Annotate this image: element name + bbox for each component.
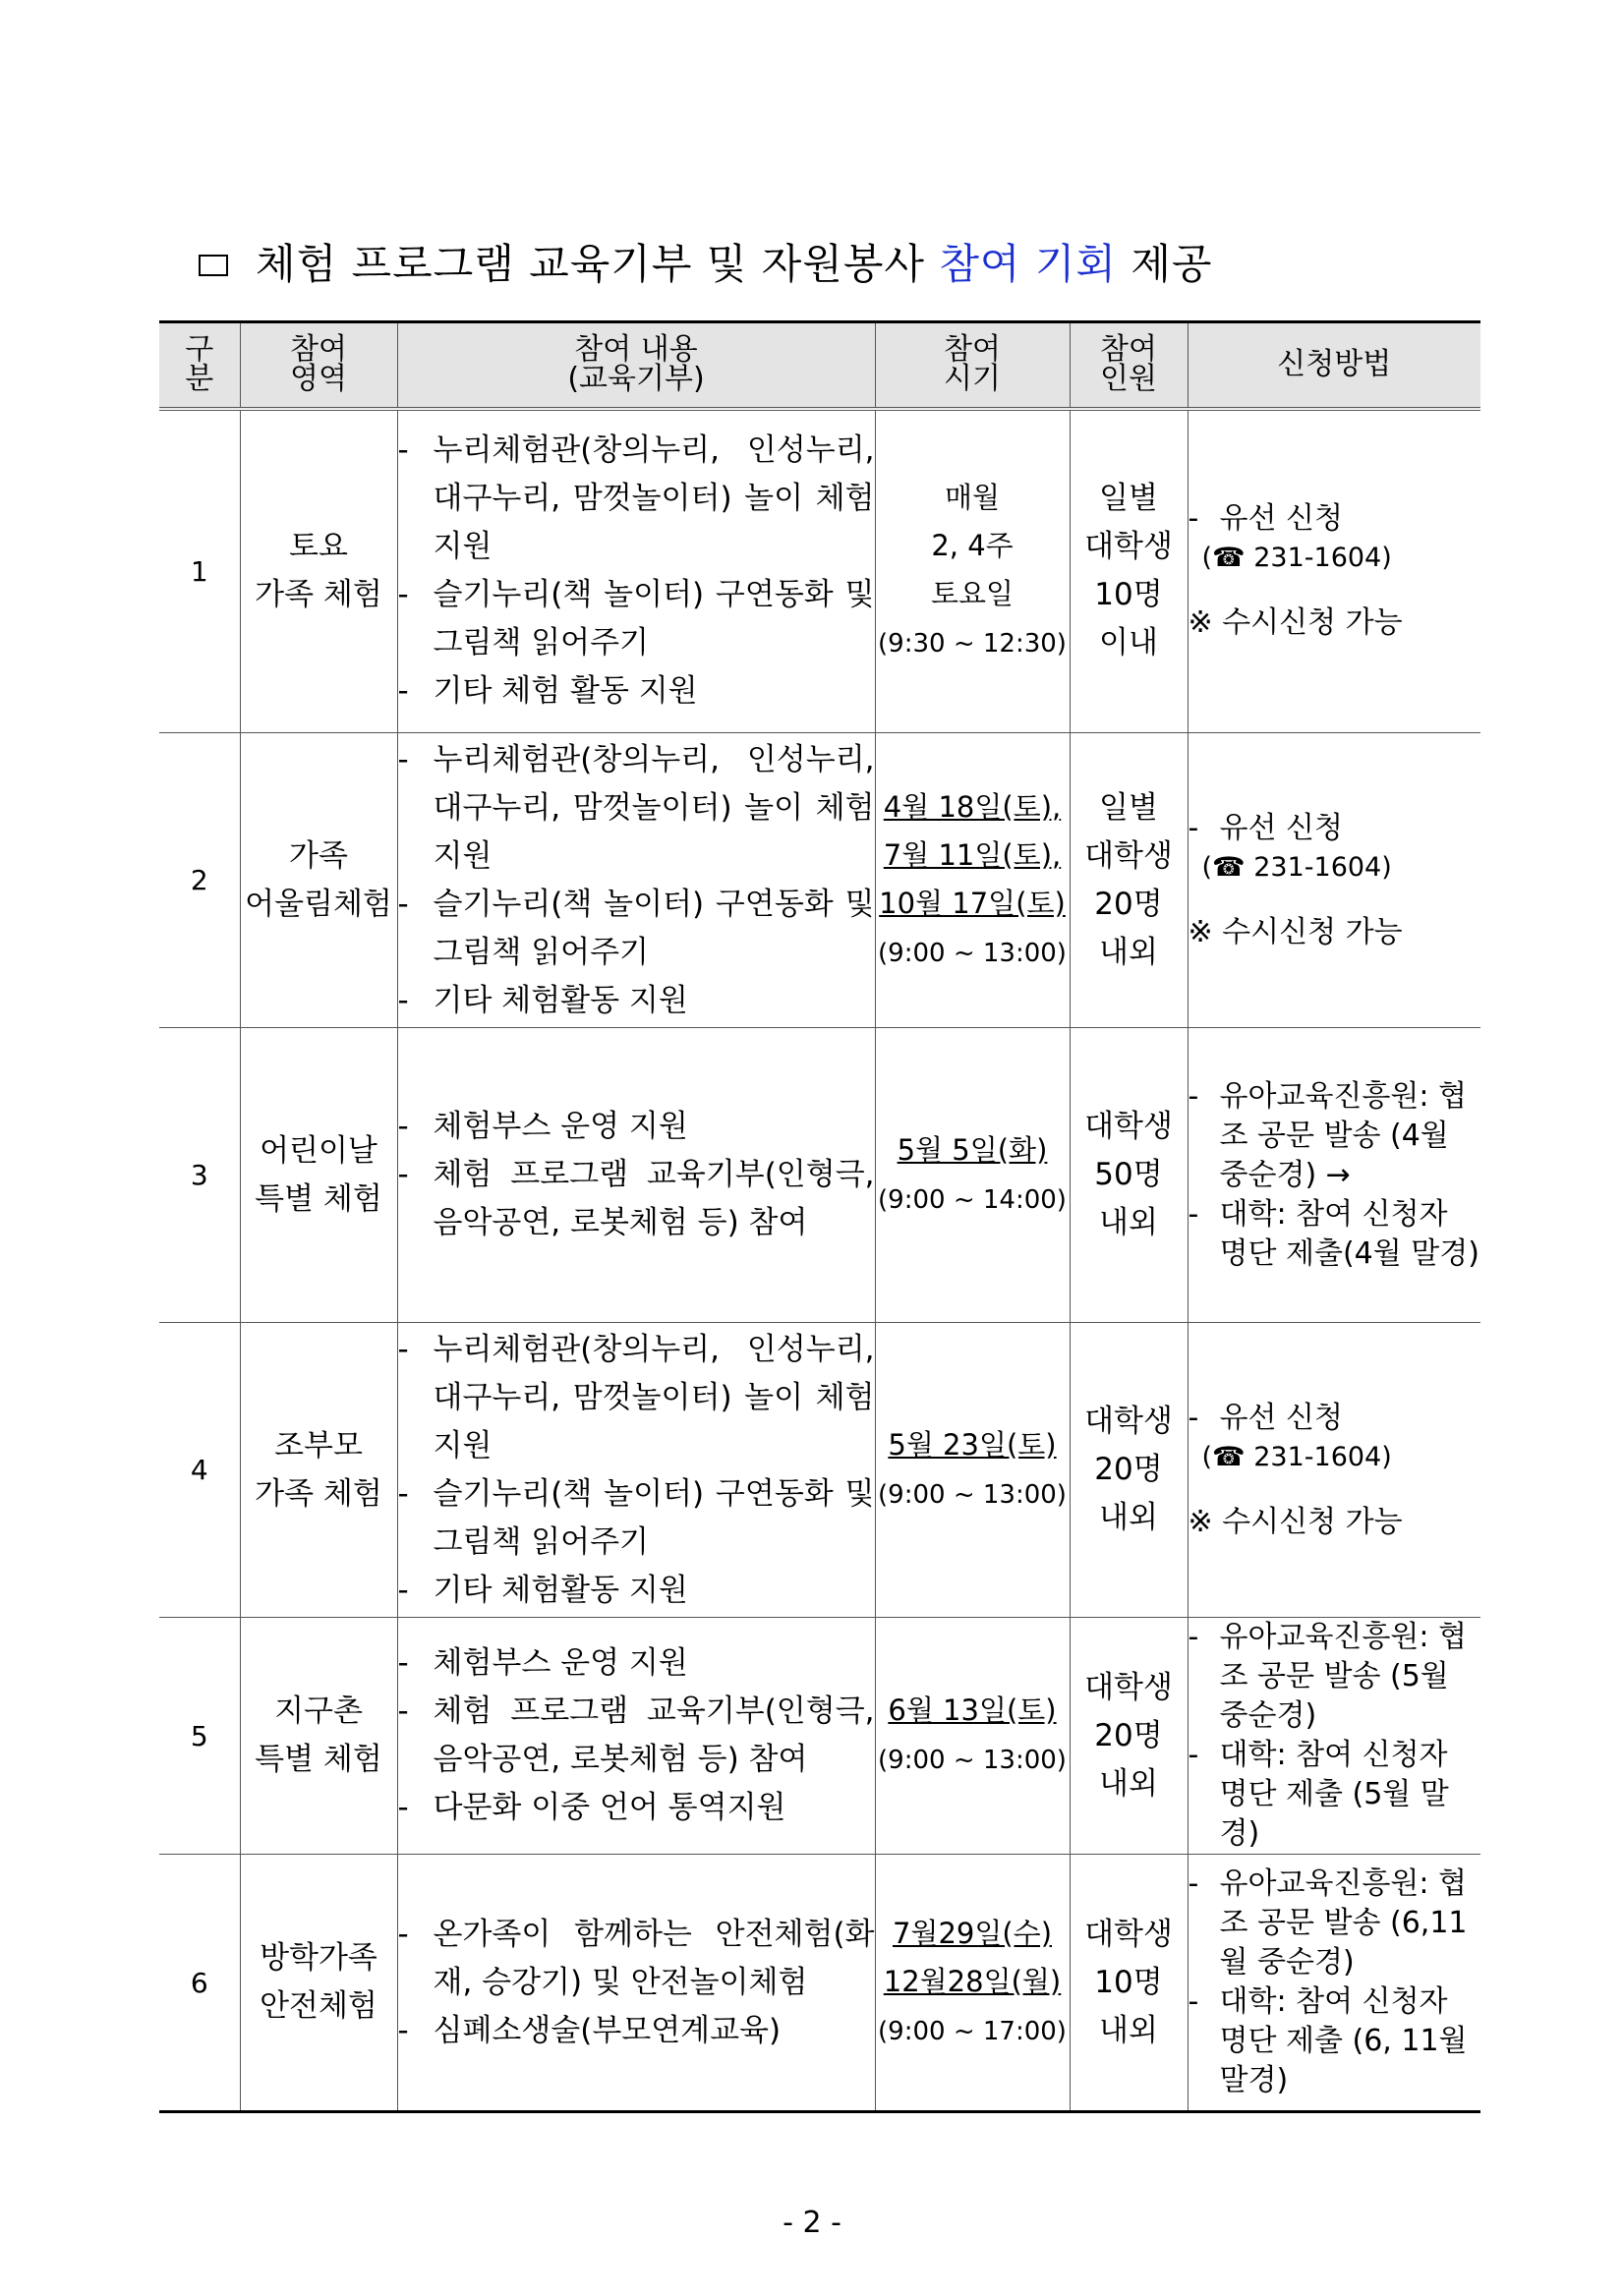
list-item: - 누리체험관(창의누리, 인성누리, 대구누리, 맘껏놀이터) 놀이 체험 지원 — [397, 432, 875, 565]
heading-tail: 제공 — [1131, 240, 1213, 288]
row-people: 일별 대학생 20명 내외 — [1070, 733, 1188, 1028]
row-method — [1188, 1855, 1480, 2112]
list-item: - 유선 신청 — [1188, 501, 1343, 537]
header-num: 구 분 — [159, 322, 240, 409]
list-item: - 대학: 참여 신청자 명단 제출 (5월 말경) — [1188, 1738, 1449, 1851]
header-people: 참여 인원 — [1070, 322, 1188, 409]
row-period: 5월 23일(토) (9:00 ~ 13:00) — [875, 1323, 1070, 1618]
row-method — [1188, 1618, 1480, 1855]
row-num: 1 — [159, 409, 240, 733]
phone-number: (☎ 231-1604) — [1201, 1441, 1392, 1472]
row-people: 대학생 10명 내외 — [1070, 1855, 1188, 2112]
table-header-row — [159, 322, 1480, 409]
list-item: - 유아교육진흥원: 협조 공문 발송 (4월 중순경) → — [1188, 1078, 1467, 1192]
table-row — [159, 1028, 1480, 1323]
list-item: - 체험 프로그램 교육기부(인형극, 음악공연, 로봇체험 등) 참여 — [397, 1157, 875, 1240]
list-item: - 누리체험관(창의누리, 인성누리, 대구누리, 맘껏놀이터) 놀이 체험 지원 — [397, 741, 875, 874]
method-note: ※ 수시신청 가능 — [1188, 605, 1403, 641]
phone-number: (☎ 231-1604) — [1201, 543, 1392, 574]
heading-text: 체험 프로그램 교육기부 및 자원봉사 — [256, 240, 925, 288]
row-content — [397, 733, 875, 1028]
list-item: - 다문화 이중 언어 통역지원 — [397, 1790, 786, 1825]
row-area: 조부모 가족 체험 — [240, 1323, 397, 1618]
list-item: - 유아교육진흥원: 협조 공문 발송 (6,11월 중순경) — [1188, 1866, 1468, 1980]
header-period: 참여 시기 — [875, 322, 1070, 409]
header-content: 참여 내용 (교육기부) — [397, 322, 875, 409]
list-item: - 온가족이 함께하는 안전체험(화재, 승강기) 및 안전놀이체험 — [397, 1916, 875, 2000]
list-item: - 체험부스 운영 지원 — [397, 1645, 688, 1681]
row-num: 3 — [159, 1028, 240, 1323]
list-item: - 슬기누리(책 놀이터) 구연동화 및 그림책 읽어주기 — [397, 886, 875, 970]
row-people: 대학생 20명 내외 — [1070, 1323, 1188, 1618]
row-method — [1188, 1028, 1480, 1323]
list-item: - 유선 신청 — [1188, 810, 1343, 845]
row-method — [1188, 409, 1480, 733]
list-item: - 유선 신청 — [1188, 1400, 1343, 1435]
row-area: 가족 어울림체험 — [240, 733, 397, 1028]
page-number: - 2 - — [783, 2206, 841, 2240]
program-table — [159, 320, 1480, 2113]
list-item: - 슬기누리(책 놀이터) 구연동화 및 그림책 읽어주기 — [397, 1475, 875, 1560]
list-item: - 체험 프로그램 교육기부(인형극, 음악공연, 로봇체험 등) 참여 — [397, 1693, 875, 1777]
method-note: ※ 수시신청 가능 — [1188, 1504, 1403, 1539]
list-item: - 기타 체험활동 지원 — [397, 982, 688, 1018]
row-people: 일별 대학생 10명 이내 — [1070, 409, 1188, 733]
row-content — [397, 1323, 875, 1618]
row-num: 2 — [159, 733, 240, 1028]
row-content — [397, 409, 875, 733]
table-row — [159, 733, 1480, 1028]
row-people: 대학생 20명 내외 — [1070, 1618, 1188, 1855]
section-heading — [199, 232, 1213, 291]
list-item: - 대학: 참여 신청자 명단 제출 (6, 11월 말경) — [1188, 1984, 1468, 2097]
list-item: - 기타 체험활동 지원 — [397, 1572, 688, 1608]
row-content — [397, 1855, 875, 2112]
table-row — [159, 1618, 1480, 1855]
row-period: 매월 2, 4주 토요일 (9:30 ~ 12:30) — [875, 409, 1070, 733]
heading-highlight: 참여 기회 — [939, 240, 1117, 288]
row-num: 5 — [159, 1618, 240, 1855]
list-item: - 누리체험관(창의누리, 인성누리, 대구누리, 맘껏놀이터) 놀이 체험 지원 — [397, 1331, 875, 1464]
list-item: - 유아교육진흥원: 협조 공문 발송 (5월 중순경) — [1188, 1620, 1467, 1733]
row-period: 7월29일(수) 12월28일(월) (9:00 ~ 17:00) — [875, 1855, 1070, 2112]
table-row — [159, 1855, 1480, 2112]
row-area: 방학가족 안전체험 — [240, 1855, 397, 2112]
row-area: 토요 가족 체험 — [240, 409, 397, 733]
row-people: 대학생 50명 내외 — [1070, 1028, 1188, 1323]
row-period: 5월 5일(화) (9:00 ~ 14:00) — [875, 1028, 1070, 1323]
row-content — [397, 1028, 875, 1323]
row-num: 4 — [159, 1323, 240, 1618]
row-content — [397, 1618, 875, 1855]
table-row — [159, 1323, 1480, 1618]
method-note: ※ 수시신청 가능 — [1188, 914, 1403, 949]
list-item: - 대학: 참여 신청자 명단 제출(4월 말경) — [1188, 1196, 1479, 1271]
row-num: 6 — [159, 1855, 240, 2112]
phone-number: (☎ 231-1604) — [1201, 851, 1392, 883]
table-row — [159, 409, 1480, 733]
header-area: 참여 영역 — [240, 322, 397, 409]
row-period: 4월 18일(토), 7월 11일(토), 10월 17일(토) (9:00 ~ 13:00) — [875, 733, 1070, 1028]
row-area: 어린이날 특별 체험 — [240, 1028, 397, 1323]
list-item: - 기타 체험 활동 지원 — [397, 673, 698, 710]
list-item: - 슬기누리(책 놀이터) 구연동화 및 그림책 읽어주기 — [397, 577, 875, 661]
row-method — [1188, 1323, 1480, 1618]
list-item: - 체험부스 운영 지원 — [397, 1109, 688, 1144]
row-period: 6월 13일(토) (9:00 ~ 13:00) — [875, 1618, 1070, 1855]
square-bullet-icon — [199, 255, 228, 276]
list-item: - 심폐소생술(부모연계교육) — [397, 2012, 782, 2048]
header-method: 신청방법 — [1188, 322, 1480, 409]
row-area: 지구촌 특별 체험 — [240, 1618, 397, 1855]
row-method — [1188, 733, 1480, 1028]
